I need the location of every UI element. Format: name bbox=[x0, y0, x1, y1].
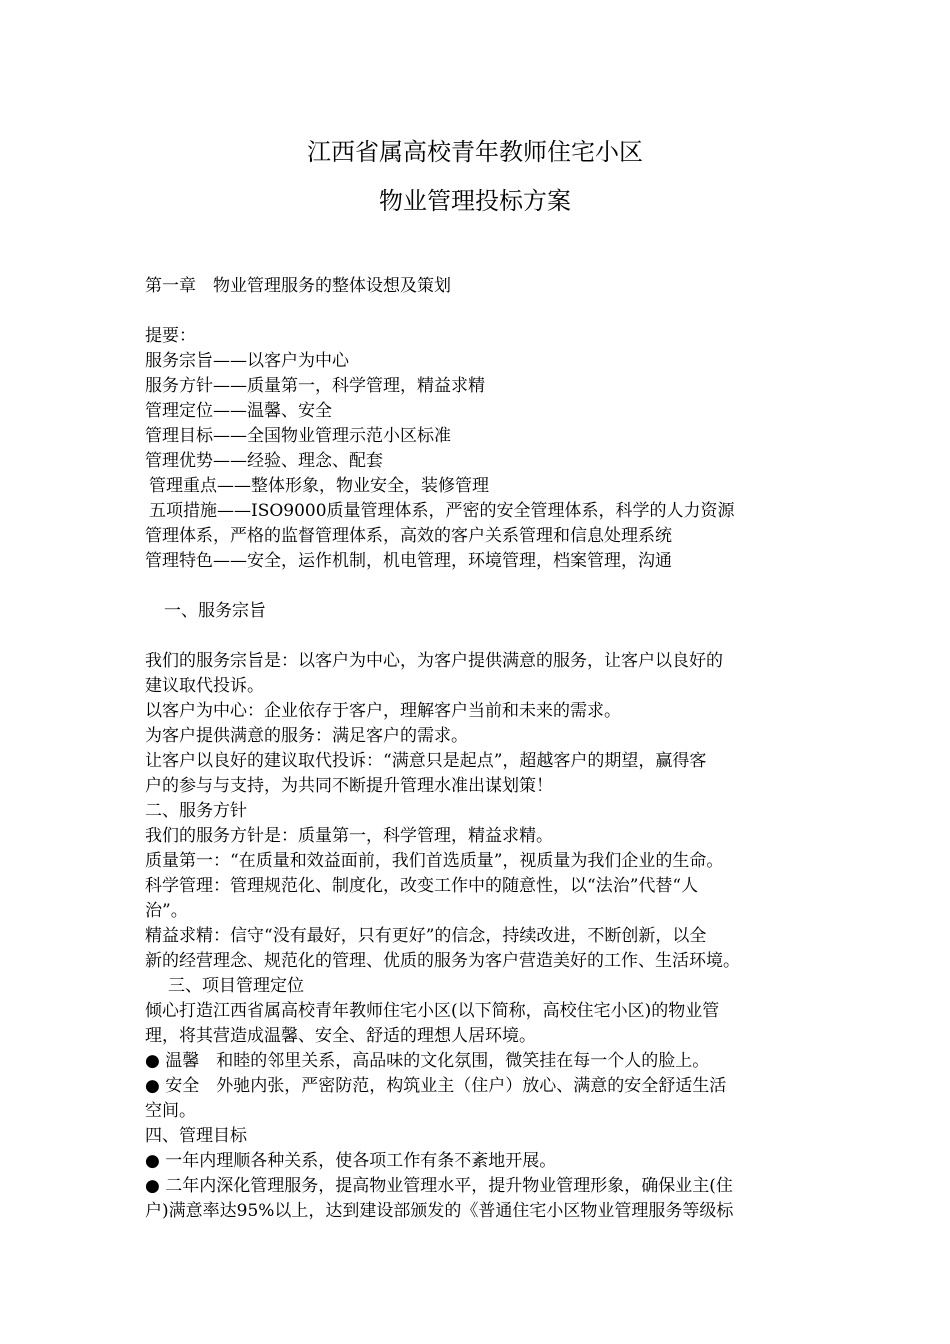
section-4-heading: 四、管理目标 bbox=[145, 1126, 247, 1146]
blank-line bbox=[145, 299, 810, 324]
summary-item: 五项措施——ISO9000质量管理体系，严密的安全管理体系，科学的人力资源 bbox=[149, 501, 735, 521]
summary-item: 管理重点——整体形象，物业安全，装修管理 bbox=[149, 476, 489, 496]
paragraph-line: 倾心打造江西省属高校青年教师住宅小区(以下简称，高校住宅小区)的物业管 bbox=[145, 1001, 720, 1021]
paragraph-line: 空间。 bbox=[145, 1101, 196, 1121]
bullet-line: ● 一年内理顺各种关系，使各项工作有条不紊地开展。 bbox=[145, 1151, 557, 1171]
summary-item: 管理优势——经验、理念、配套 bbox=[145, 451, 383, 471]
section-3-heading: 三、项目管理定位 bbox=[168, 976, 304, 996]
paragraph-line: 我们的服务宗旨是：以客户为中心，为客户提供满意的服务，让客户以良好的 bbox=[145, 651, 723, 671]
paragraph-line: 新的经营理念、规范化的管理、优质的服务为客户营造美好的工作、生活环境。 bbox=[145, 951, 740, 971]
paragraph-line: 质量第一：“在质量和效益面前，我们首选质量”，视质量为我们企业的生命。 bbox=[145, 851, 724, 871]
paragraph-line: 理，将其营造成温馨、安全、舒适的理想人居环境。 bbox=[145, 1026, 536, 1046]
document-body bbox=[145, 274, 810, 1224]
section-2-heading: 二、服务方针 bbox=[145, 801, 247, 821]
bullet-line: ● 二年内深化管理服务，提高物业管理水平，提升物业管理形象，确保业主(住 bbox=[145, 1176, 733, 1196]
summary-label: 提要： bbox=[145, 326, 196, 346]
summary-item: 服务方针——质量第一，科学管理，精益求精 bbox=[145, 376, 485, 396]
bullet-line: ● 安全 外驰内张，严密防范，构筑业主（住户）放心、满意的安全舒适生活 bbox=[145, 1076, 727, 1096]
paragraph-line: 以客户为中心：企业依存于客户，理解客户当前和未来的需求。 bbox=[145, 701, 621, 721]
summary-item: 管理体系，严格的监督管理体系，高效的客户关系管理和信息处理系统 bbox=[145, 526, 672, 546]
paragraph-line: 建议取代投诉。 bbox=[145, 676, 264, 696]
paragraph-line: 我们的服务方针是：质量第一，科学管理，精益求精。 bbox=[145, 826, 553, 846]
summary-item: 服务宗旨——以客户为中心 bbox=[145, 351, 349, 371]
summary-item: 管理定位——温馨、安全 bbox=[145, 401, 332, 421]
summary-item: 管理目标——全国物业管理示范小区标准 bbox=[145, 426, 451, 446]
chapter-heading: 第一章 物业管理服务的整体设想及策划 bbox=[145, 276, 451, 296]
paragraph-line: 户)满意率达95%以上，达到建设部颁发的《普通住宅小区物业管理服务等级标 bbox=[145, 1201, 734, 1221]
paragraph-line: 科学管理：管理规范化、制度化，改变工作中的随意性，以“法治”代替“人 bbox=[145, 876, 699, 896]
paragraph-line: 让客户以良好的建议取代投诉：“满意只是起点”，超越客户的期望，赢得客 bbox=[145, 751, 707, 771]
summary-item: 管理特色——安全，运作机制，机电管理，环境管理，档案管理，沟通 bbox=[145, 551, 672, 571]
paragraph-line: 精益求精：信守“没有最好，只有更好”的信念，持续改进，不断创新，以全 bbox=[145, 926, 707, 946]
blank-line bbox=[145, 624, 810, 649]
blank-line bbox=[145, 574, 810, 599]
document-title-line-2: 物业管理投标方案 bbox=[379, 187, 571, 215]
paragraph-line: 户的参与与支持，为共同不断提升管理水准出谋划策！ bbox=[145, 776, 553, 796]
bullet-line: ● 温馨 和睦的邻里关系，高品味的文化氛围，微笑挂在每一个人的脸上。 bbox=[145, 1051, 710, 1071]
paragraph-line: 为客户提供满意的服务：满足客户的需求。 bbox=[145, 726, 468, 746]
document-title-line-1: 江西省属高校青年教师住宅小区 bbox=[307, 138, 643, 166]
paragraph-line: 治”。 bbox=[145, 901, 188, 921]
section-1-heading: 一、服务宗旨 bbox=[164, 601, 266, 621]
